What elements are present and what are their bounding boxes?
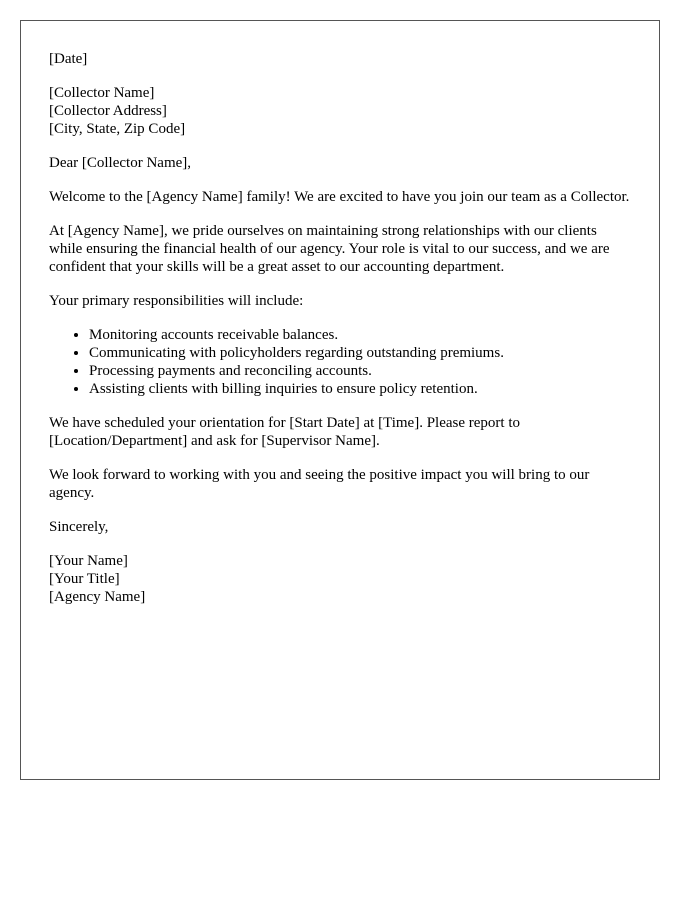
welcome-paragraph: Welcome to the [Agency Name] family! We are excited to have you join our team as a Collector.: [49, 189, 630, 205]
letter-page: [20, 20, 660, 780]
list-item: • Processing payments and reconciling accounts.: [89, 362, 631, 380]
signoff: Sincerely,: [49, 519, 109, 535]
responsibilities-list: [49, 326, 631, 398]
list-item: • Monitoring accounts receivable balances.: [89, 326, 631, 344]
recipient-name: [Collector Name]: [49, 85, 155, 101]
signature-title: [Your Title]: [49, 571, 120, 587]
recipient-city-state-zip: [City, State, Zip Code]: [49, 121, 186, 137]
closing-paragraph: We look forward to working with you and seeing the positive impact you will bring to our agency.: [49, 467, 590, 501]
list-item: • Communicating with policyholders regarding outstanding premiums.: [89, 344, 631, 362]
agency-paragraph: At [Agency Name], we pride ourselves on maintaining strong relationships with our clients while ensuring the financial health of our agency. Your role is vital to our success, and we are confident that your skills will be a great asset to our accounting department.: [49, 223, 610, 275]
responsibilities-intro: Your primary responsibilities will include:: [49, 293, 304, 309]
salutation: Dear [Collector Name],: [49, 155, 192, 171]
orientation-paragraph: We have scheduled your orientation for [Start Date] at [Time]. Please report to [Location/Department] and ask for [Supervisor Name].: [49, 415, 521, 449]
signature-block: [49, 552, 631, 606]
letter-date: [Date]: [49, 51, 88, 67]
list-item: • Assisting clients with billing inquiries to ensure policy retention.: [89, 380, 631, 398]
recipient-address: [Collector Address]: [49, 103, 167, 119]
recipient-block: [49, 84, 631, 138]
signature-name: [Your Name]: [49, 553, 128, 569]
signature-agency: [Agency Name]: [49, 589, 146, 605]
